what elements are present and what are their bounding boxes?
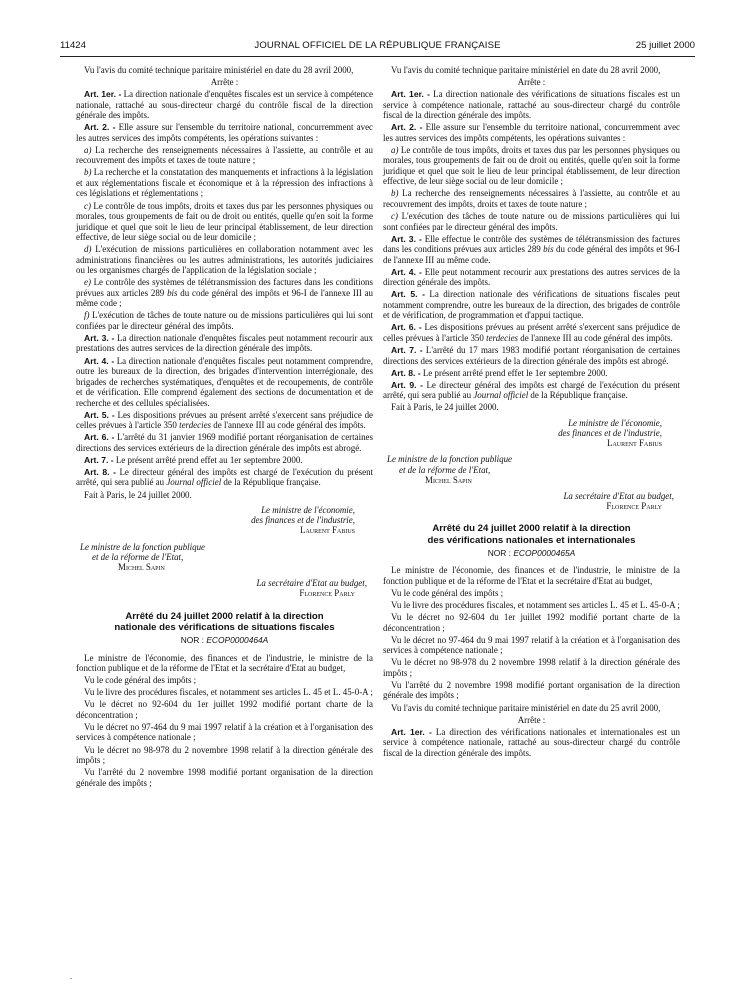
article-text: Elle assure sur l'ensemble du territoire national, concurremment avec les autres services des impôts compétents, les opérations suivantes : [76,122,374,143]
item-text: L'exécution de tâches de toute nature ou de missions particulières qui lui sont confiées par le directeur général des impôts. [76,310,373,331]
signatory-title: des finances et de l'industrie, [558,428,662,439]
article-4 [383,267,680,288]
article-7 [383,345,680,366]
item-label: a) [84,144,92,155]
article-label: Art. 5. - [391,289,425,300]
item-text: Le contrôle de tous impôts, droits et taxes dus par les personnes physiques ou morales, tous groupements de fait ou de droit ou entités, quelle qu'en soit la forme juridique et quel que soit le lieu de leur principal établissement, de leur direction effective, de leur siège social ou de leur domicile ; [76,200,374,243]
article-5 [76,410,373,431]
list-item-b [383,188,680,209]
article-7 [76,455,373,466]
article-text: Le présent arrêté prend effet le 1er septembre 2000. [422,367,608,378]
item-text-italic: bis [167,287,178,298]
article-text: La direction nationale d'enquêtes fiscales peut notamment comprendre, outre les bureaux de la direction, des brigades d'intervention interrégionale, des brigades de recherches systématiques, d'enquêtes et de recoupements, de contrôle et de vérification. Elle comprend également des sections de documentation et de recherche et des cellules spécialisées. [76,355,374,408]
article-text: du code général des impôts et 96-I de l'annexe III au même code. [383,244,681,265]
article-text: La direction des vérifications nationales et internationales est un service à compétence nationale, rattaché au sous-directeur chargé du contrôle fiscal de la direction générale des impôts. [383,726,680,758]
right-column [383,65,680,760]
article-text-italic: terdecies [486,332,519,343]
article-9 [383,380,680,401]
article-8 [383,368,680,379]
article-6 [76,432,373,453]
item-label: f) [84,310,90,321]
article-label: Art. 7. - [391,345,423,356]
signatory-title: des finances et de l'industrie, [251,515,355,526]
item-label: a) [391,144,399,155]
list-item-c [76,201,373,243]
list-item-b [76,167,373,199]
item-label: e) [84,277,91,288]
item-label: b) [84,167,92,178]
visa: Vu le décret no 92-604 du 1er juillet 1992 modifié portant charte de la déconcentration ; [76,699,373,720]
article-label: Art. 6. - [84,432,115,443]
signatory-title: Le ministre de la fonction publique [80,541,206,552]
item-text: du code général des impôts et 96-I de l'annexe III au même code ; [76,287,374,309]
item-text: Le contrôle des systèmes de télétransmission des factures dans les conditions prévues aux articles 289 [76,277,373,298]
article-text: Les dispositions prévues au présent arrêté s'exercent sans préjudice de celles prévues à l'article 350 [383,322,681,343]
article-3 [383,234,680,266]
decree-title-line: nationale des vérifications de situations fiscales [114,621,335,633]
header-rule [60,56,695,57]
signatory-name: Florence Parly [299,588,355,599]
item-text: La recherche des renseignements nécessaires à l'assiette, au contrôle et au recouvrement des impôts et taxes de toute nature ; [76,144,374,166]
decree-title-line: Arrêté du 24 juillet 2000 relatif à la direction [432,523,631,535]
page-header [60,40,695,56]
article-label: Art. 5. - [84,409,115,420]
article-text: Le directeur général des impôts est chargé de l'exécution du présent arrêté, qui sera publié au [383,379,681,401]
article-6 [383,322,680,343]
visa: Vu le décret no 98-978 du 2 novembre 1998 relatif à la direction générale des impôts ; [76,744,373,765]
signatory-title: et de la réforme de l'Etat, [399,464,491,475]
article-text: de l'annexe III au code général des impôts. [213,420,366,431]
list-item-c [383,211,680,232]
article-label: Art. 9. - [391,379,423,390]
issue-date: 25 juillet 2000 [635,40,695,51]
visa: Le ministre de l'économie, des finances et de l'industrie, le ministre de la fonction publique et de la réforme de l'Etat et la secrétaire d'Etat au budget, [76,652,373,674]
article-3 [76,333,373,354]
signatory-title: Le ministre de l'économie, [568,417,662,428]
nor-code: ECOP0000464A [206,635,269,646]
signature-block [383,418,680,512]
signatory-name: Michel Sapin [425,474,472,485]
visa: Vu l'avis du comité technique paritaire ministériel en date du 25 avril 2000, [391,702,661,713]
visa: Vu le code général des impôts ; [84,675,197,686]
signatory-name: Laurent Fabius [607,438,662,449]
article-5 [383,289,680,321]
visa: Vu le décret no 92-604 du 1er juillet 1992 modifié portant charte de la déconcentration ; [383,612,680,633]
article-text: Elle effectue le contrôle des systèmes de télétransmission des factures dans les conditions prévues aux articles 289 [383,233,681,255]
journal-reference: Journal officiel [166,477,222,488]
list-item-d [76,244,373,276]
article-label: Art. 1er. - [391,89,431,100]
article-text: La direction nationale d'enquêtes fiscales peut notamment recourir aux prestations des autres services de la direction générale des impôts. [76,332,373,354]
article-4 [76,356,373,409]
signatory-name: Michel Sapin [118,562,165,573]
article-label: Art. 1er. - [391,726,432,737]
signatory-name: Laurent Fabius [300,525,355,536]
fait-a-paris: Fait à Paris, le 24 juillet 2000. [391,402,499,413]
visa: Vu le livre des procédures fiscales, et notamment ses articles L. 45 et L. 45-0-A ; [84,687,373,698]
nor-reference [76,635,373,646]
decree-title-line: des vérifications nationales et internationales [427,534,636,546]
article-label: Art. 3. - [391,233,422,244]
item-label: c) [84,200,91,211]
footer-mark: . [70,972,72,981]
arrete-heading: Arrête : [210,77,239,88]
signatory-name: Florence Parly [606,501,662,512]
visa: Vu le livre des procédures fiscales, et notamment ses articles L. 45 et L. 45-0-A ; [391,600,680,611]
item-label: d) [84,244,92,255]
journal-title: JOURNAL OFFICIEL DE LA RÉPUBLIQUE FRANÇAISE [254,40,501,51]
article-label: Art. 2. - [84,122,116,133]
article-2 [383,122,680,143]
nor-label: NOR : [180,635,204,646]
article-text: de la République française. [223,477,321,488]
article-text: La direction nationale des vérifications de situations fiscales peut notamment comprendre, outre les bureaux de la direction, des brigades de contrôle et de vérification, de programmation et d'appui tactique. [383,289,681,321]
article-label: Art. 6. - [391,322,422,333]
decree-title-line: Arrêté du 24 juillet 2000 relatif à la direction [125,610,324,622]
visa: Vu le décret no 97-464 du 9 mai 1997 relatif à la création et à l'organisation des services à compétence nationale ; [383,634,680,656]
nor-label: NOR : [487,547,511,558]
article-1 [76,89,373,121]
item-label: b) [391,188,399,199]
list-item-a [383,145,680,187]
article-text: de la République française. [530,390,628,401]
item-text: Le contrôle de tous impôts, droits et taxes dus par les personnes physiques ou morales, tous groupements de fait ou de droit ou entités, quelle qu'en soit la forme juridique et quel que soit le lieu de leur principal établissement, de leur direction effective, de leur siège social ou de leur domicile ; [383,144,681,187]
signatory-title: La secrétaire d'Etat au budget, [563,491,674,502]
nor-reference [383,548,680,559]
article-text: Elle peut notamment recourir aux prestations des autres services de la direction générale des impôts. [383,266,681,288]
visa: Le ministre de l'économie, des finances et de l'industrie, le ministre de la fonction publique et de la réforme de l'Etat et la secrétaire d'Etat au budget, [383,565,680,586]
article-text: Le présent arrêté prend effet au 1er septembre 2000. [115,454,303,465]
article-label: Art. 8. - [84,466,116,477]
article-text: Les dispositions prévues au présent arrêté s'exercent sans préjudice de celles prévues à l'article 350 [76,409,374,431]
paragraph: Vu l'avis du comité technique paritaire ministériel en date du 28 avril 2000, [84,65,354,75]
article-text: L'arrêté du 17 mars 1983 modifié portant réorganisation de certaines directions des services extérieurs de la direction générale des impôts est abrogé. [383,345,681,366]
article-label: Art. 4. - [391,266,422,277]
arrete-heading: Arrête : [517,714,546,725]
visa: Vu le décret no 97-464 du 9 mai 1997 relatif à la création et à l'organisation des services à compétence nationale ; [76,721,373,743]
decree-title [383,523,680,545]
paragraph: Vu l'avis du comité technique paritaire ministériel en date du 28 avril 2000, [391,65,661,75]
article-text: Elle assure sur l'ensemble du territoire national, concurremment avec les autres services des impôts compétents, les opérations suivantes : [383,122,681,143]
article-1 [383,89,680,121]
list-item-a [76,145,373,166]
article-label: Art. 7. - [84,454,114,465]
article-label: Art. 2. - [391,122,423,133]
left-column [76,65,373,790]
fait-a-paris: Fait à Paris, le 24 juillet 2000. [84,489,192,500]
list-item-f [76,310,373,331]
list-item-e [76,277,373,309]
article-text-italic: bis [543,244,554,255]
article-text: de l'annexe III au code général des impôts. [520,332,673,343]
article-8 [76,467,373,488]
journal-reference: Journal officiel [473,390,529,401]
article-label: Art. 1er. - [84,89,122,100]
article-text: La direction nationale d'enquêtes fiscales est un service à compétence nationale, rattaché au sous-directeur chargé du contrôle fiscal de la direction générale des impôts. [76,89,373,121]
item-text: L'exécution des tâches de toute nature ou de missions particulières qui lui sont confiées par le directeur général des impôts. [383,211,680,232]
decree-title [76,611,373,633]
page-number: 11424 [60,40,86,51]
visa: Vu le décret no 98-978 du 2 novembre 1998 relatif à la direction générale des impôts ; [383,657,680,678]
item-text: La recherche des renseignements nécessaires à l'assiette, au contrôle et au recouvrement des impôts, droits et taxes de toute nature ; [383,188,681,209]
visa: Vu l'arrêté du 2 novembre 1998 modifié portant organisation de la direction générale des impôts ; [383,679,680,701]
article-text: L'arrêté du 31 janvier 1969 modifié portant réorganisation de certaines directions des services extérieurs de la direction générale des impôts est abrogé. [76,432,373,453]
signature-block [76,505,373,599]
article-1 [383,727,680,759]
article-label: Art. 3. - [84,332,115,343]
visa: Vu l'arrêté du 2 novembre 1998 modifié portant organisation de la direction générale des impôts ; [76,767,373,788]
nor-code: ECOP0000465A [513,547,576,558]
article-2 [76,122,373,143]
article-label: Art. 4. - [84,355,115,366]
article-text: Le directeur général des impôts est chargé de l'exécution du présent arrêté, qui sera publié au [76,466,374,488]
item-text: L'exécution de missions particulières en collaboration notamment avec les administrations financières ou les autres administrations, les autorités judiciaires ou les organismes chargés de l'application de la législation sociale ; [76,244,373,276]
signatory-title: et de la réforme de l'Etat, [92,551,184,562]
visa: Vu le code général des impôts ; [391,587,504,598]
article-text-italic: terdecies [179,420,212,431]
signatory-title: La secrétaire d'Etat au budget, [256,578,367,589]
signatory-title: Le ministre de la fonction publique [387,454,513,465]
article-text: La direction nationale des vérifications de situations fiscales est un service à compétence nationale, rattaché au sous-directeur chargé du contrôle fiscal de la direction générale des impôts. [383,89,680,121]
item-text: La recherche et la constatation des manquements et infractions à la législation et aux réglementations fiscale et économique et à la répression des infractions à ces législations et réglementations ; [76,167,373,199]
article-label: Art. 8. - [391,367,421,378]
arrete-heading: Arrête : [517,77,546,88]
item-label: c) [391,211,398,222]
signatory-title: Le ministre de l'économie, [261,505,355,515]
